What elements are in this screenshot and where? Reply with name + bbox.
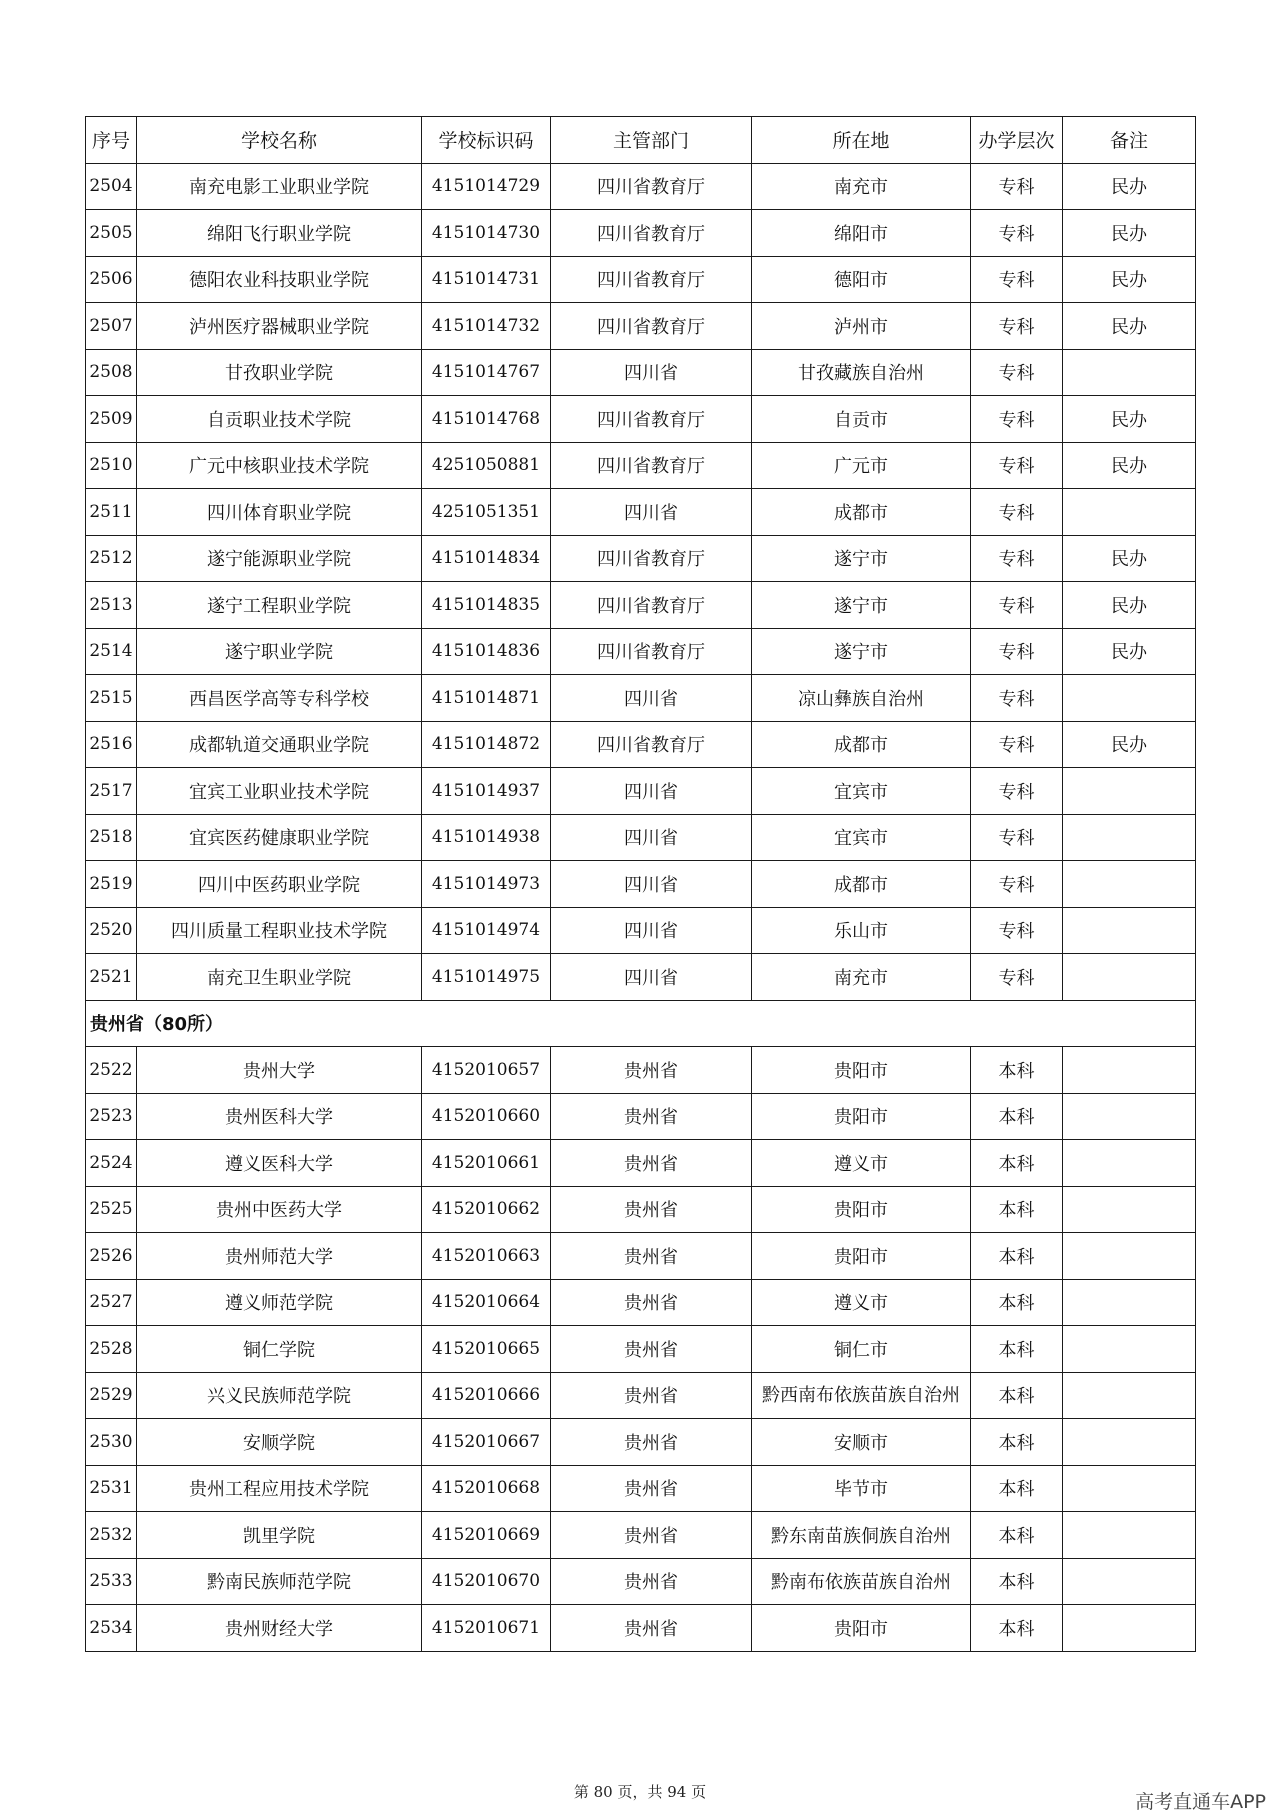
table-row — [86, 1279, 1196, 1326]
cell-remarks — [1063, 1558, 1196, 1605]
cell-school-name: 黔南民族师范学院 — [137, 1558, 422, 1605]
cell-authority: 四川省 — [551, 861, 752, 908]
cell-authority: 贵州省 — [551, 1140, 752, 1187]
cell-level: 本科 — [971, 1186, 1063, 1233]
section-row — [86, 1000, 1196, 1047]
cell-seq: 2515 — [86, 675, 137, 722]
cell-school-code: 4151014836 — [422, 628, 551, 675]
table-row — [86, 628, 1196, 675]
cell-school-name: 贵州中医药大学 — [137, 1186, 422, 1233]
cell-seq: 2508 — [86, 349, 137, 396]
cell-school-code: 4151014937 — [422, 768, 551, 815]
cell-level: 专科 — [971, 861, 1063, 908]
cell-school-name: 贵州工程应用技术学院 — [137, 1465, 422, 1512]
cell-seq: 2518 — [86, 814, 137, 861]
cell-remarks: 民办 — [1063, 163, 1196, 210]
cell-school-code: 4152010671 — [422, 1605, 551, 1652]
cell-school-code: 4251051351 — [422, 489, 551, 536]
cell-remarks — [1063, 1465, 1196, 1512]
cell-level: 专科 — [971, 907, 1063, 954]
cell-authority: 贵州省 — [551, 1279, 752, 1326]
cell-location: 贵阳市 — [752, 1186, 971, 1233]
cell-location: 贵阳市 — [752, 1093, 971, 1140]
table-row — [86, 907, 1196, 954]
cell-seq: 2517 — [86, 768, 137, 815]
cell-school-code: 4151014938 — [422, 814, 551, 861]
cell-remarks — [1063, 1512, 1196, 1559]
cell-school-name: 宜宾医药健康职业学院 — [137, 814, 422, 861]
header-school-name: 学校名称 — [137, 117, 422, 164]
cell-remarks — [1063, 1093, 1196, 1140]
cell-level: 专科 — [971, 163, 1063, 210]
cell-school-code: 4152010665 — [422, 1326, 551, 1373]
cell-school-name: 贵州医科大学 — [137, 1093, 422, 1140]
cell-level: 专科 — [971, 535, 1063, 582]
cell-school-code: 4152010661 — [422, 1140, 551, 1187]
cell-location: 成都市 — [752, 721, 971, 768]
cell-authority: 四川省教育厅 — [551, 721, 752, 768]
cell-school-code: 4152010666 — [422, 1372, 551, 1419]
school-list-table — [85, 116, 1196, 1652]
cell-level: 专科 — [971, 489, 1063, 536]
cell-authority: 贵州省 — [551, 1326, 752, 1373]
cell-seq: 2507 — [86, 303, 137, 350]
cell-school-name: 绵阳飞行职业学院 — [137, 210, 422, 257]
section-row-group — [86, 1000, 1196, 1047]
section-label-guizhou: 贵州省（80所） — [86, 1000, 1196, 1047]
cell-authority: 四川省 — [551, 489, 752, 536]
header-remarks: 备注 — [1063, 117, 1196, 164]
cell-location: 黔东南苗族侗族自治州 — [752, 1512, 971, 1559]
header-seq: 序号 — [86, 117, 137, 164]
cell-authority: 贵州省 — [551, 1372, 752, 1419]
cell-remarks — [1063, 1279, 1196, 1326]
cell-school-name: 自贡职业技术学院 — [137, 396, 422, 443]
cell-level: 专科 — [971, 442, 1063, 489]
cell-level: 专科 — [971, 628, 1063, 675]
cell-authority: 四川省教育厅 — [551, 303, 752, 350]
cell-authority: 贵州省 — [551, 1233, 752, 1280]
cell-school-name: 四川质量工程职业技术学院 — [137, 907, 422, 954]
cell-remarks: 民办 — [1063, 396, 1196, 443]
cell-school-name: 兴义民族师范学院 — [137, 1372, 422, 1419]
cell-authority: 四川省 — [551, 907, 752, 954]
cell-location: 遵义市 — [752, 1140, 971, 1187]
cell-location: 泸州市 — [752, 303, 971, 350]
cell-level: 本科 — [971, 1326, 1063, 1373]
cell-seq: 2521 — [86, 954, 137, 1001]
cell-seq: 2509 — [86, 396, 137, 443]
cell-seq: 2519 — [86, 861, 137, 908]
cell-authority: 贵州省 — [551, 1186, 752, 1233]
table-row — [86, 1558, 1196, 1605]
cell-school-code: 4152010660 — [422, 1093, 551, 1140]
cell-location: 自贡市 — [752, 396, 971, 443]
cell-school-code: 4151014731 — [422, 256, 551, 303]
cell-level: 本科 — [971, 1372, 1063, 1419]
table-row — [86, 1419, 1196, 1466]
cell-level: 专科 — [971, 814, 1063, 861]
cell-school-code: 4151014872 — [422, 721, 551, 768]
cell-school-name: 贵州财经大学 — [137, 1605, 422, 1652]
cell-location: 贵阳市 — [752, 1605, 971, 1652]
cell-authority: 四川省教育厅 — [551, 628, 752, 675]
cell-school-code: 4251050881 — [422, 442, 551, 489]
table-row — [86, 489, 1196, 536]
cell-location: 成都市 — [752, 489, 971, 536]
cell-school-name: 泸州医疗器械职业学院 — [137, 303, 422, 350]
table-row — [86, 1326, 1196, 1373]
cell-level: 专科 — [971, 349, 1063, 396]
cell-location: 宜宾市 — [752, 814, 971, 861]
cell-location: 广元市 — [752, 442, 971, 489]
table-row — [86, 861, 1196, 908]
cell-school-code: 4151014730 — [422, 210, 551, 257]
cell-authority: 四川省教育厅 — [551, 210, 752, 257]
cell-school-name: 南充卫生职业学院 — [137, 954, 422, 1001]
cell-remarks — [1063, 861, 1196, 908]
cell-seq: 2530 — [86, 1419, 137, 1466]
cell-school-code: 4152010664 — [422, 1279, 551, 1326]
cell-remarks: 民办 — [1063, 582, 1196, 629]
cell-school-code: 4152010669 — [422, 1512, 551, 1559]
cell-school-code: 4151014767 — [422, 349, 551, 396]
cell-seq: 2522 — [86, 1047, 137, 1094]
cell-authority: 四川省教育厅 — [551, 163, 752, 210]
table-row — [86, 1605, 1196, 1652]
cell-remarks: 民办 — [1063, 535, 1196, 582]
page-number: 第 80 页，共 94 页 — [573, 1783, 707, 1801]
cell-school-name: 贵州师范大学 — [137, 1233, 422, 1280]
cell-authority: 贵州省 — [551, 1558, 752, 1605]
cell-school-name: 遂宁职业学院 — [137, 628, 422, 675]
cell-school-name: 西昌医学高等专科学校 — [137, 675, 422, 722]
cell-seq: 2510 — [86, 442, 137, 489]
header-school-code: 学校标识码 — [422, 117, 551, 164]
cell-location: 黔西南布依族苗族自治州 — [752, 1372, 971, 1419]
cell-location: 毕节市 — [752, 1465, 971, 1512]
cell-level: 专科 — [971, 210, 1063, 257]
cell-authority: 四川省 — [551, 349, 752, 396]
cell-location: 黔南布依族苗族自治州 — [752, 1558, 971, 1605]
cell-school-code: 4151014834 — [422, 535, 551, 582]
cell-remarks — [1063, 489, 1196, 536]
table-row — [86, 582, 1196, 629]
cell-location: 安顺市 — [752, 1419, 971, 1466]
cell-remarks — [1063, 1186, 1196, 1233]
header-location: 所在地 — [752, 117, 971, 164]
cell-seq: 2532 — [86, 1512, 137, 1559]
cell-level: 本科 — [971, 1140, 1063, 1187]
table-header-row — [86, 117, 1196, 164]
cell-remarks — [1063, 1047, 1196, 1094]
cell-seq: 2505 — [86, 210, 137, 257]
table-row — [86, 1140, 1196, 1187]
cell-location: 南充市 — [752, 954, 971, 1001]
cell-school-name: 德阳农业科技职业学院 — [137, 256, 422, 303]
cell-seq: 2527 — [86, 1279, 137, 1326]
cell-location: 遂宁市 — [752, 582, 971, 629]
cell-authority: 四川省 — [551, 954, 752, 1001]
cell-remarks — [1063, 1605, 1196, 1652]
table-row — [86, 349, 1196, 396]
table-row — [86, 163, 1196, 210]
table-row — [86, 1233, 1196, 1280]
cell-seq: 2534 — [86, 1605, 137, 1652]
cell-seq: 2524 — [86, 1140, 137, 1187]
cell-school-code: 4151014768 — [422, 396, 551, 443]
cell-authority: 贵州省 — [551, 1512, 752, 1559]
cell-remarks: 民办 — [1063, 721, 1196, 768]
cell-remarks — [1063, 1140, 1196, 1187]
cell-level: 本科 — [971, 1605, 1063, 1652]
cell-level: 本科 — [971, 1093, 1063, 1140]
cell-location: 成都市 — [752, 861, 971, 908]
table-row — [86, 721, 1196, 768]
header-level: 办学层次 — [971, 117, 1063, 164]
cell-remarks: 民办 — [1063, 256, 1196, 303]
table-row — [86, 396, 1196, 443]
cell-school-name: 遵义师范学院 — [137, 1279, 422, 1326]
cell-remarks: 民办 — [1063, 210, 1196, 257]
cell-authority: 贵州省 — [551, 1093, 752, 1140]
cell-authority: 四川省教育厅 — [551, 256, 752, 303]
cell-school-code: 4151014974 — [422, 907, 551, 954]
cell-level: 专科 — [971, 396, 1063, 443]
cell-school-name: 凯里学院 — [137, 1512, 422, 1559]
cell-seq: 2513 — [86, 582, 137, 629]
cell-school-code: 4151014975 — [422, 954, 551, 1001]
cell-seq: 2531 — [86, 1465, 137, 1512]
cell-seq: 2523 — [86, 1093, 137, 1140]
cell-authority: 四川省 — [551, 675, 752, 722]
cell-authority: 四川省 — [551, 768, 752, 815]
cell-school-code: 4152010670 — [422, 1558, 551, 1605]
cell-school-name: 遂宁能源职业学院 — [137, 535, 422, 582]
cell-seq: 2520 — [86, 907, 137, 954]
cell-school-name: 广元中核职业技术学院 — [137, 442, 422, 489]
table-row — [86, 1465, 1196, 1512]
cell-school-code: 4151014835 — [422, 582, 551, 629]
cell-remarks — [1063, 1326, 1196, 1373]
cell-location: 德阳市 — [752, 256, 971, 303]
cell-seq: 2504 — [86, 163, 137, 210]
cell-seq: 2525 — [86, 1186, 137, 1233]
cell-level: 本科 — [971, 1419, 1063, 1466]
cell-remarks — [1063, 907, 1196, 954]
table-row — [86, 1372, 1196, 1419]
cell-school-code: 4151014973 — [422, 861, 551, 908]
cell-authority: 四川省 — [551, 814, 752, 861]
cell-remarks — [1063, 814, 1196, 861]
cell-level: 专科 — [971, 256, 1063, 303]
cell-school-name: 安顺学院 — [137, 1419, 422, 1466]
cell-seq: 2526 — [86, 1233, 137, 1280]
cell-school-code: 4152010667 — [422, 1419, 551, 1466]
cell-school-name: 遂宁工程职业学院 — [137, 582, 422, 629]
table-row — [86, 210, 1196, 257]
watermark-text: 高考直通车APP — [1135, 1791, 1266, 1813]
cell-location: 宜宾市 — [752, 768, 971, 815]
cell-remarks — [1063, 1372, 1196, 1419]
cell-level: 专科 — [971, 954, 1063, 1001]
cell-authority: 四川省教育厅 — [551, 582, 752, 629]
cell-authority: 贵州省 — [551, 1047, 752, 1094]
cell-school-code: 4152010668 — [422, 1465, 551, 1512]
cell-school-code: 4151014871 — [422, 675, 551, 722]
table-row — [86, 1093, 1196, 1140]
cell-remarks: 民办 — [1063, 442, 1196, 489]
cell-school-name: 四川中医药职业学院 — [137, 861, 422, 908]
cell-location: 绵阳市 — [752, 210, 971, 257]
cell-location: 贵阳市 — [752, 1233, 971, 1280]
cell-level: 本科 — [971, 1279, 1063, 1326]
cell-location: 甘孜藏族自治州 — [752, 349, 971, 396]
cell-level: 本科 — [971, 1558, 1063, 1605]
cell-remarks — [1063, 675, 1196, 722]
cell-authority: 贵州省 — [551, 1465, 752, 1512]
table-row — [86, 535, 1196, 582]
table-row — [86, 442, 1196, 489]
cell-school-name: 遵义医科大学 — [137, 1140, 422, 1187]
sichuan-rows — [86, 163, 1196, 1000]
cell-remarks — [1063, 954, 1196, 1001]
cell-location: 铜仁市 — [752, 1326, 971, 1373]
table-row — [86, 814, 1196, 861]
cell-school-name: 宜宾工业职业技术学院 — [137, 768, 422, 815]
cell-authority: 贵州省 — [551, 1419, 752, 1466]
cell-seq: 2528 — [86, 1326, 137, 1373]
table-row — [86, 954, 1196, 1001]
cell-authority: 贵州省 — [551, 1605, 752, 1652]
cell-location: 贵阳市 — [752, 1047, 971, 1094]
cell-location: 南充市 — [752, 163, 971, 210]
cell-seq: 2529 — [86, 1372, 137, 1419]
cell-location: 遂宁市 — [752, 535, 971, 582]
cell-school-code: 4152010662 — [422, 1186, 551, 1233]
cell-seq: 2533 — [86, 1558, 137, 1605]
cell-remarks — [1063, 768, 1196, 815]
cell-seq: 2514 — [86, 628, 137, 675]
cell-location: 凉山彝族自治州 — [752, 675, 971, 722]
cell-seq: 2511 — [86, 489, 137, 536]
cell-level: 本科 — [971, 1465, 1063, 1512]
cell-remarks — [1063, 349, 1196, 396]
cell-remarks — [1063, 1419, 1196, 1466]
table-row — [86, 768, 1196, 815]
cell-location: 遂宁市 — [752, 628, 971, 675]
cell-seq: 2512 — [86, 535, 137, 582]
cell-level: 本科 — [971, 1047, 1063, 1094]
cell-school-name: 南充电影工业职业学院 — [137, 163, 422, 210]
cell-remarks — [1063, 1233, 1196, 1280]
cell-remarks: 民办 — [1063, 628, 1196, 675]
cell-level: 专科 — [971, 303, 1063, 350]
cell-school-code: 4152010663 — [422, 1233, 551, 1280]
cell-authority: 四川省教育厅 — [551, 396, 752, 443]
cell-level: 专科 — [971, 721, 1063, 768]
table-row — [86, 303, 1196, 350]
table-row — [86, 1512, 1196, 1559]
header-authority: 主管部门 — [551, 117, 752, 164]
cell-level: 本科 — [971, 1512, 1063, 1559]
cell-school-name: 贵州大学 — [137, 1047, 422, 1094]
guizhou-rows — [86, 1047, 1196, 1652]
cell-authority: 四川省教育厅 — [551, 442, 752, 489]
cell-remarks: 民办 — [1063, 303, 1196, 350]
cell-seq: 2516 — [86, 721, 137, 768]
cell-seq: 2506 — [86, 256, 137, 303]
table-row — [86, 256, 1196, 303]
cell-school-code: 4151014729 — [422, 163, 551, 210]
cell-level: 专科 — [971, 582, 1063, 629]
table-row — [86, 1047, 1196, 1094]
cell-school-code: 4151014732 — [422, 303, 551, 350]
cell-level: 专科 — [971, 675, 1063, 722]
table-row — [86, 1186, 1196, 1233]
cell-location: 乐山市 — [752, 907, 971, 954]
cell-level: 专科 — [971, 768, 1063, 815]
cell-location: 遵义市 — [752, 1279, 971, 1326]
cell-authority: 四川省教育厅 — [551, 535, 752, 582]
cell-level: 本科 — [971, 1233, 1063, 1280]
table-row — [86, 675, 1196, 722]
cell-school-code: 4152010657 — [422, 1047, 551, 1094]
cell-school-name: 成都轨道交通职业学院 — [137, 721, 422, 768]
cell-school-name: 四川体育职业学院 — [137, 489, 422, 536]
cell-school-name: 铜仁学院 — [137, 1326, 422, 1373]
cell-school-name: 甘孜职业学院 — [137, 349, 422, 396]
